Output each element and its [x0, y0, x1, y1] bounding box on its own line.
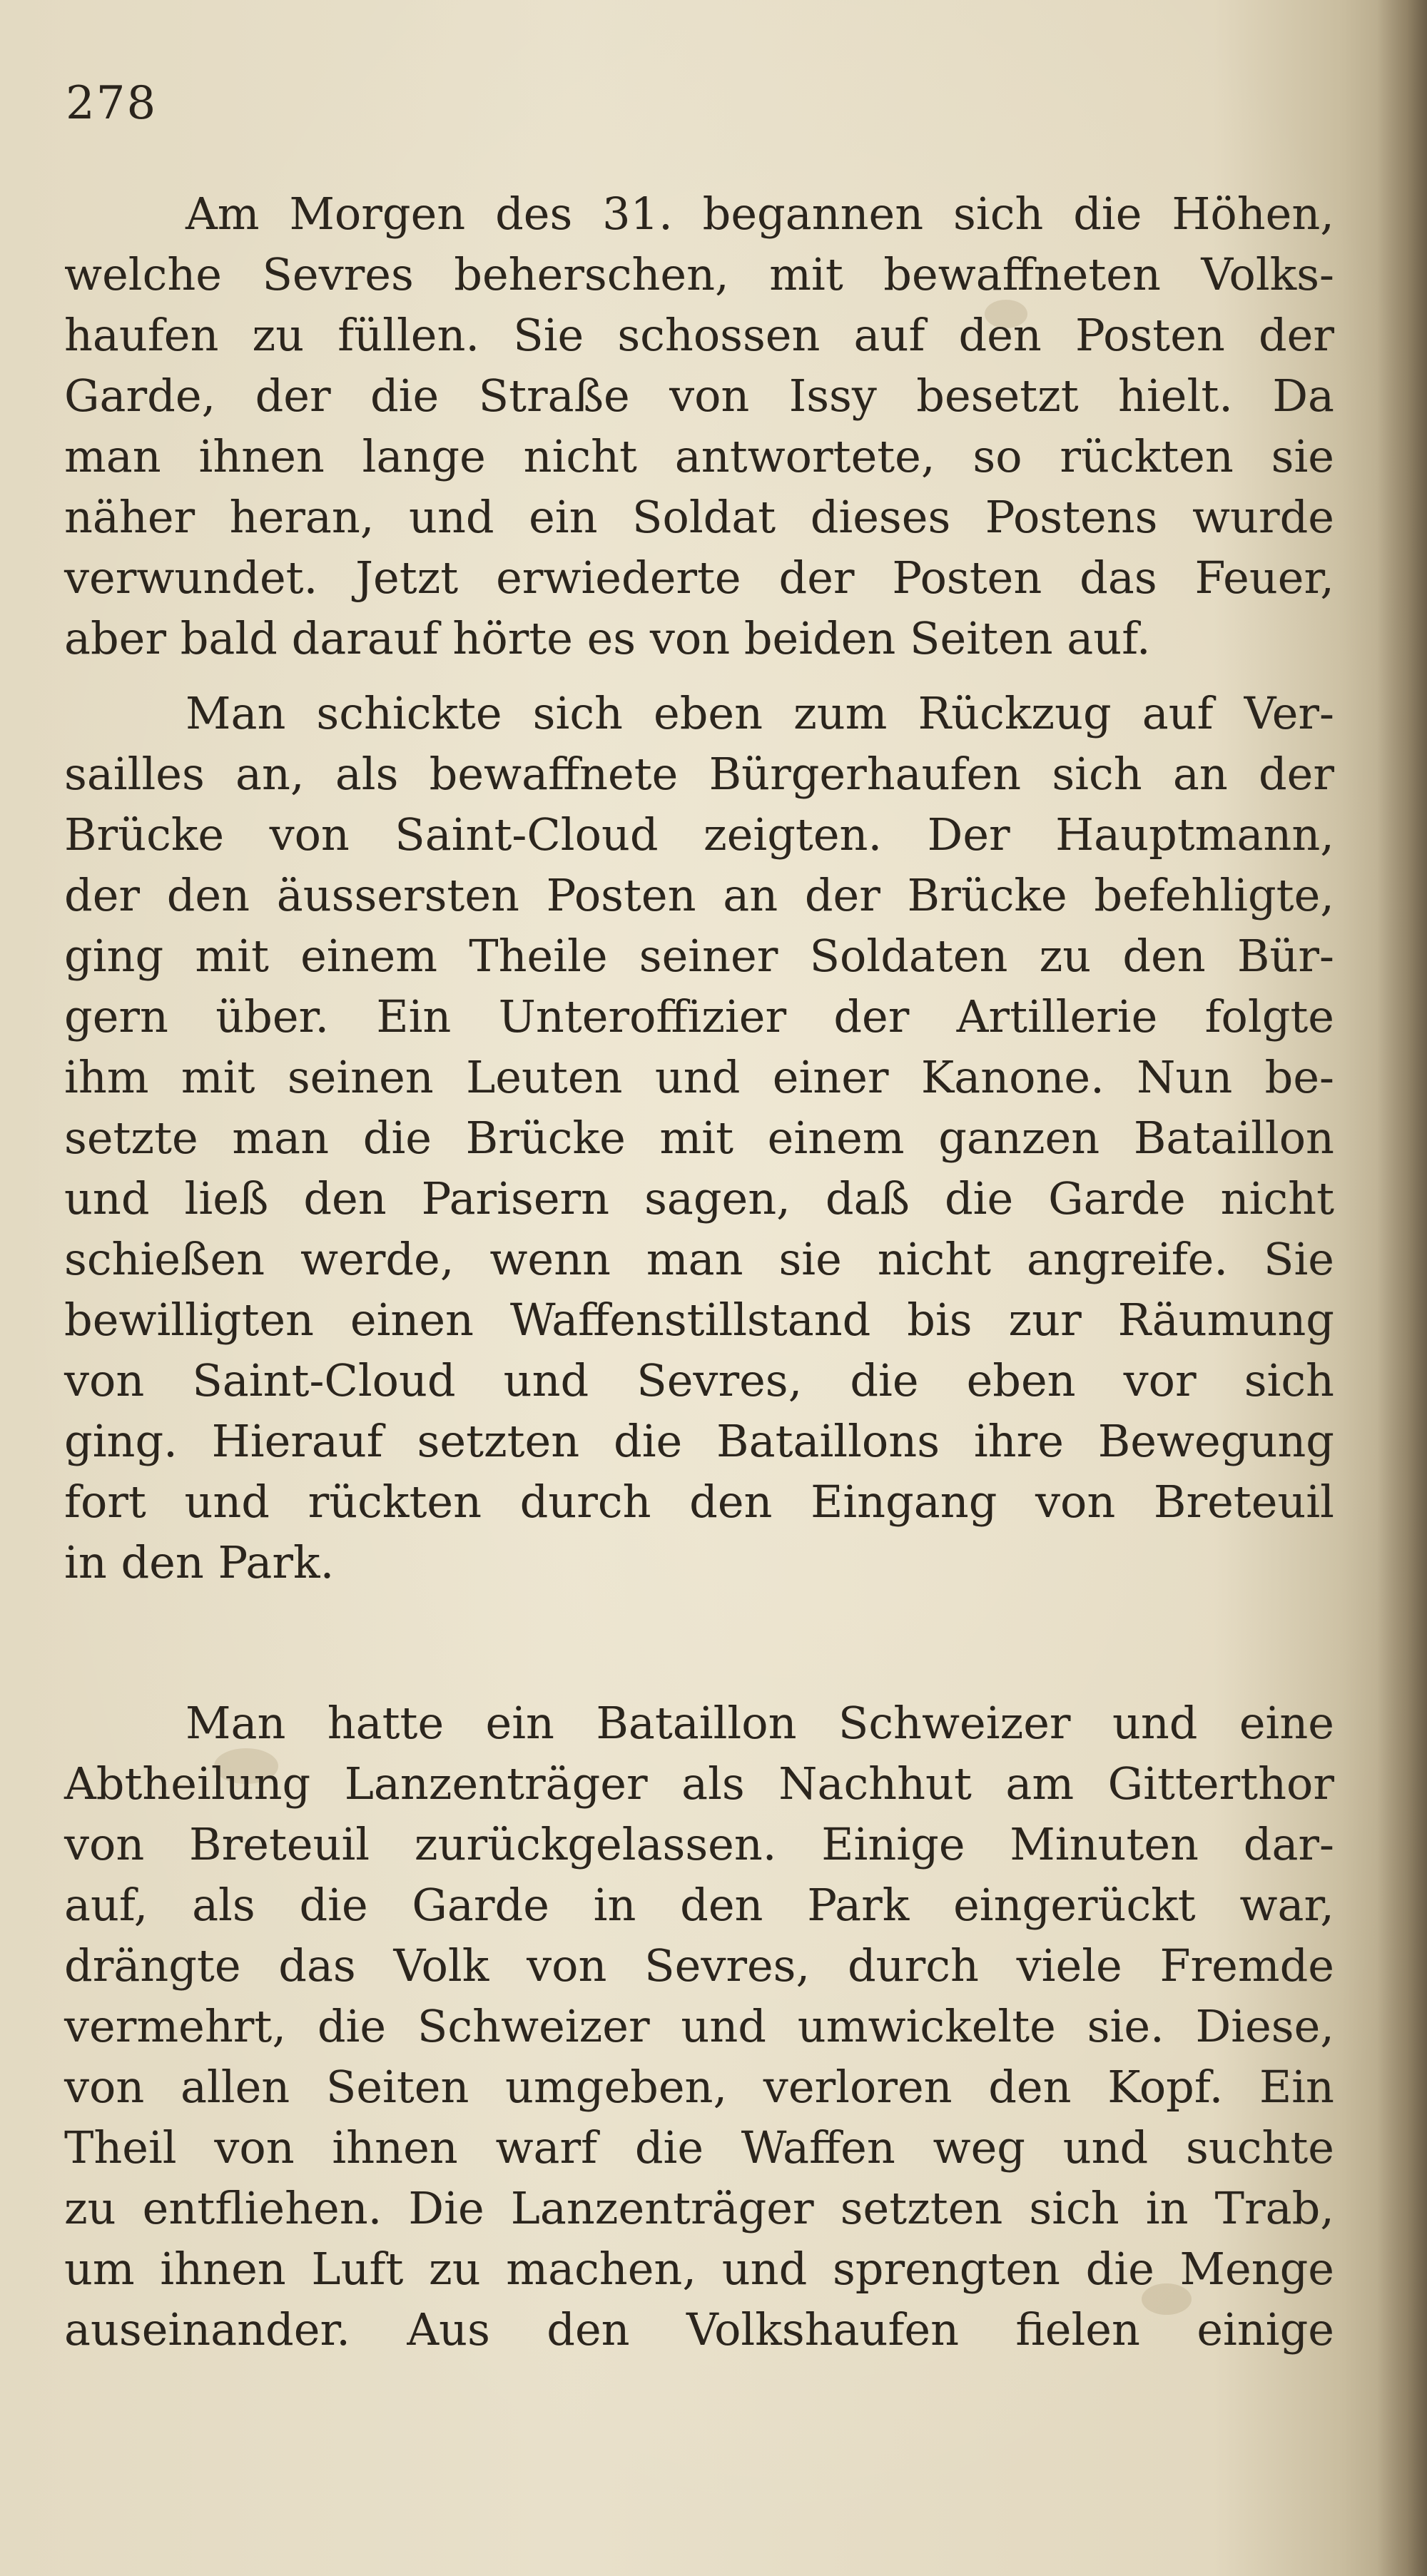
text-line: drängte das Volk von Sevres, durch viele Fremde — [64, 1939, 1334, 1992]
text-line: von allen Seiten umgeben, verloren den Kopf. Ein — [64, 2061, 1334, 2113]
text-line: sailles an, als bewaffnete Bürgerhaufen sich an der — [64, 748, 1334, 800]
book-gutter-shadow — [1377, 0, 1427, 2576]
text-line: gern über. Ein Unteroffizier der Artillerie folgte — [64, 990, 1334, 1043]
text-line: zu entfliehen. Die Lanzenträger setzten sich in Trab, — [64, 2182, 1334, 2234]
text-line: Abtheilung Lanzenträger als Nachhut am Gitterthor — [64, 1758, 1334, 1810]
text-line: ging mit einem Theile seiner Soldaten zu den Bür- — [64, 930, 1334, 982]
text-line: auseinander. Aus den Volkshaufen fielen einige — [64, 2303, 1334, 2356]
text-line: schießen werde, wenn man sie nicht angreife. Sie — [64, 1233, 1334, 1285]
text-line: in den Park. — [64, 1536, 335, 1588]
text-line: welche Sevres beherschen, mit bewaffneten Volks- — [64, 248, 1334, 300]
text-line: Am Morgen des 31. begannen sich die Höhen, — [186, 188, 1334, 240]
text-line: von Breteuil zurückgelassen. Einige Minuten dar- — [64, 1818, 1334, 1870]
text-line: aber bald darauf hörte es von beiden Seiten auf. — [64, 612, 1151, 664]
text-line: ging. Hierauf setzten die Bataillons ihre Bewegung — [64, 1415, 1334, 1467]
text-line: ihm mit seinen Leuten und einer Kanone. Nun be- — [64, 1051, 1334, 1103]
text-line: man ihnen lange nicht antwortete, so rückten sie — [64, 430, 1334, 482]
text-line: fort und rückten durch den Eingang von Breteuil — [64, 1476, 1334, 1528]
text-line: Theil von ihnen warf die Waffen weg und suchte — [64, 2121, 1334, 2174]
text-line: vermehrt, die Schweizer und umwickelte sie. Diese, — [64, 2000, 1334, 2052]
text-line: haufen zu füllen. Sie schossen auf den Posten der — [64, 309, 1334, 361]
page-number: 278 — [66, 77, 158, 130]
text-line: bewilligten einen Waffenstillstand bis zur Räumung — [64, 1294, 1334, 1346]
text-line: um ihnen Luft zu machen, und sprengten die Menge — [64, 2243, 1334, 2295]
text-line: Man hatte ein Bataillon Schweizer und eine — [186, 1697, 1334, 1749]
text-line: setzte man die Brücke mit einem ganzen Bataillon — [64, 1112, 1334, 1164]
text-line: und ließ den Parisern sagen, daß die Garde nicht — [64, 1172, 1334, 1224]
text-line: Brücke von Saint-Cloud zeigten. Der Hauptmann, — [64, 808, 1334, 861]
text-line: näher heran, und ein Soldat dieses Postens wurde — [64, 491, 1334, 543]
text-line: Man schickte sich eben zum Rückzug auf Ver- — [186, 687, 1334, 739]
text-line: Garde, der die Straße von Issy besetzt hielt. Da — [64, 370, 1334, 422]
text-line: von Saint-Cloud und Sevres, die eben vor sich — [64, 1354, 1334, 1406]
text-line: verwundet. Jetzt erwiederte der Posten das Feuer, — [64, 552, 1334, 604]
text-line: der den äussersten Posten an der Brücke befehligte, — [64, 869, 1334, 921]
text-line: auf, als die Garde in den Park eingerückt war, — [64, 1879, 1334, 1931]
